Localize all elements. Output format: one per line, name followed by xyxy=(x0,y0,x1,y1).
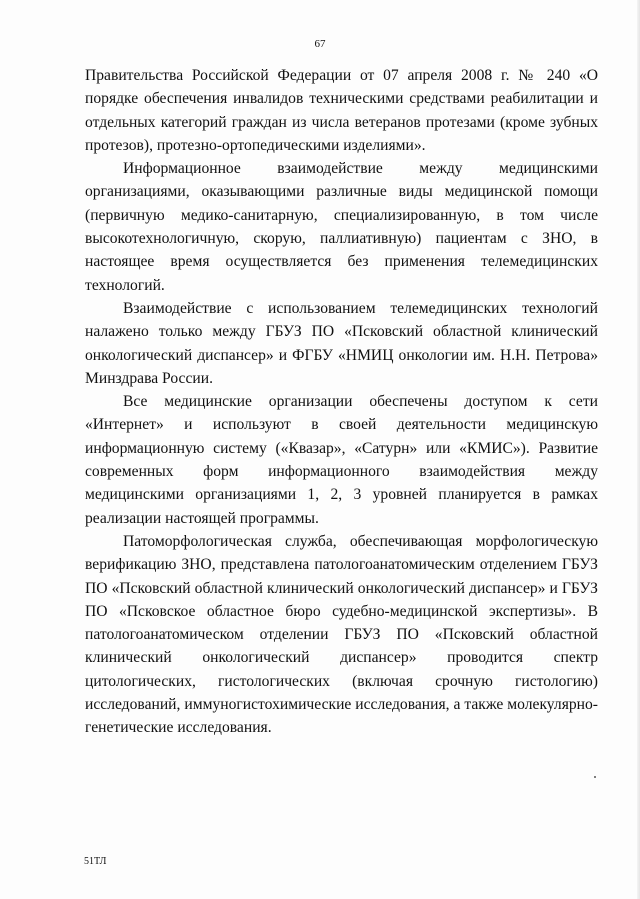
footer-code: 51ТЛ xyxy=(84,856,107,867)
paragraph-continuation: Правительства Российской Федерации от 07 апреля 2008 г. № 240 «О порядке обеспечения инвалидов техническими средствами реабилитации и отдельных категорий граждан из числа ветеранов протезами (кроме зубных протезов), протезно-ортопедическими изделиями». xyxy=(85,67,598,154)
page-number: 67 xyxy=(314,38,326,50)
paragraph-telemedicine: Взаимодействие с использованием телемедицинских технологий налажено только между ГБУЗ ПО «Псковский областной клинический онкологический диспансер» и ФГБУ «НМИЦ онкологии им. Н.Н. Петрова» Минздрава России. xyxy=(85,299,598,387)
paragraph-internet-access: Все медицинские организации обеспечены доступом к сети «Интернет» и используют в своей деятельности медицинскую информационную систему («Квазар», «Сатурн» или «КМИС»). Развитие современных форм информационного взаимодействия между медицинскими организациями 1, 2, 3 уровней планируется в рамках реализации настоящей программы. xyxy=(85,393,598,527)
document-body xyxy=(85,64,598,740)
paragraph-pathomorphology: Патоморфологическая служба, обеспечивающая морфологическую верификацию ЗНО, представлена патологоанатомическим отделением ГБУЗ ПО «Псковский областной клинический онкологический диспансер» и ГБУЗ ПО «Псковское областное бюро судебно-медицинской экспертизы». В патологоанатомическом отделении ГБУЗ ПО «Псковский областной клинический онкологический диспансер» проводится спектр цитологических, гистологических (включая срочную гистологию) исследований, иммуногистохимические исследования, а также молекулярно-генетические исследования. xyxy=(85,532,598,737)
scan-dot-mark xyxy=(594,776,596,778)
paragraph-information-interaction: Информационное взаимодействие между медицинскими организациями, оказывающими различные виды медицинской помощи (первичную медико-санитарную, специализированную, в том числе высокотехнологичную, скорую, паллиативную) пациентам с ЗНО, в настоящее время осуществляется без применения телемедицинских технологий. xyxy=(85,160,598,294)
